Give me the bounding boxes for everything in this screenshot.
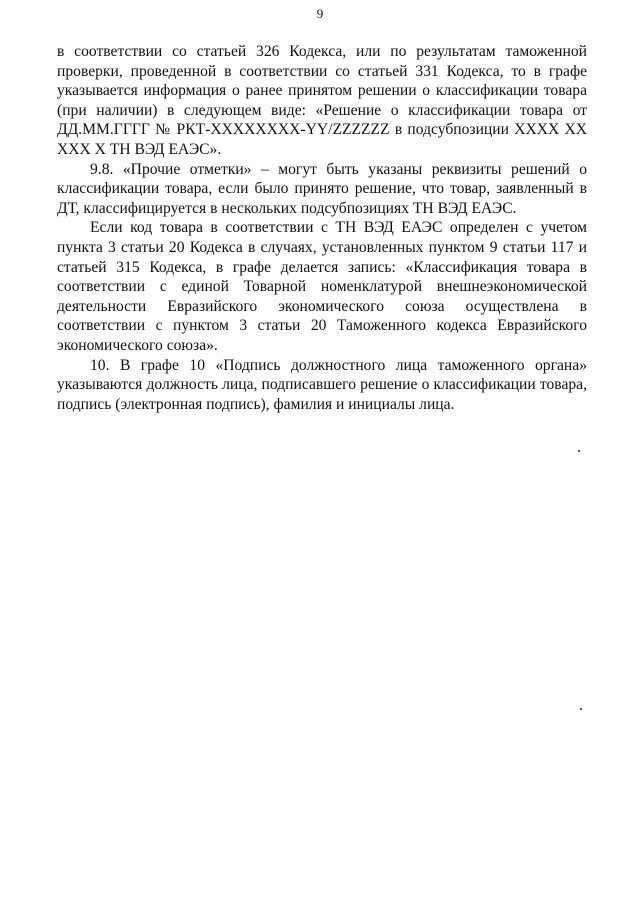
paragraph-other-notes: 9.8. «Прочие отметки» – могут быть указаны реквизиты решений о классификации товара, если было принято решение, что товар, заявленный в ДТ, классифицируется в нескольких подсубпозициях ТН ВЭД ЕАЭС. bbox=[57, 160, 587, 217]
paragraph-classification-record: Если код товара в соответствии с ТН ВЭД ЕАЭС определен с учетом пункта 3 статьи 20 Кодекса в случаях, установленных пунктом 9 статьи 117 и статьей 315 Кодекса, в графе делается запись: «Классификация товара в соответствии с единой Товарной номенклатурой внешнеэкономической деятельности Евразийского экономического союза осуществлена в соответствии с пунктом 3 статьи 20 Таможенного кодекса Евразийского экономического союза». bbox=[57, 219, 587, 354]
page-number: 9 bbox=[316, 6, 324, 21]
paragraph-classification-decision: в соответствии со статьей 326 Кодекса, или по результатам таможенной проверки, проведенной в соответствии со статьей 331 Кодекса, то в графе указывается информация о ранее принятом решении о классификации товара (при наличии) в следующем виде: «Решение о классификации товара от ДД.ММ.ГГГГ № РКТ-ХХХХХХХХ-YY/ZZZZZZ в подсубпозиции ХХХХ ХХ ХХХ Х ТН ВЭД ЕАЭС». bbox=[57, 43, 587, 158]
paragraph-signature-field: 10. В графе 10 «Подпись должностного лица таможенного органа» указываются должность лица, подписавшего решение о классификации товара, подпись (электронная подпись), фамилия и инициалы лица. bbox=[57, 356, 587, 413]
scan-speck bbox=[578, 450, 580, 452]
scan-speck bbox=[580, 708, 582, 710]
document-body bbox=[57, 42, 587, 414]
